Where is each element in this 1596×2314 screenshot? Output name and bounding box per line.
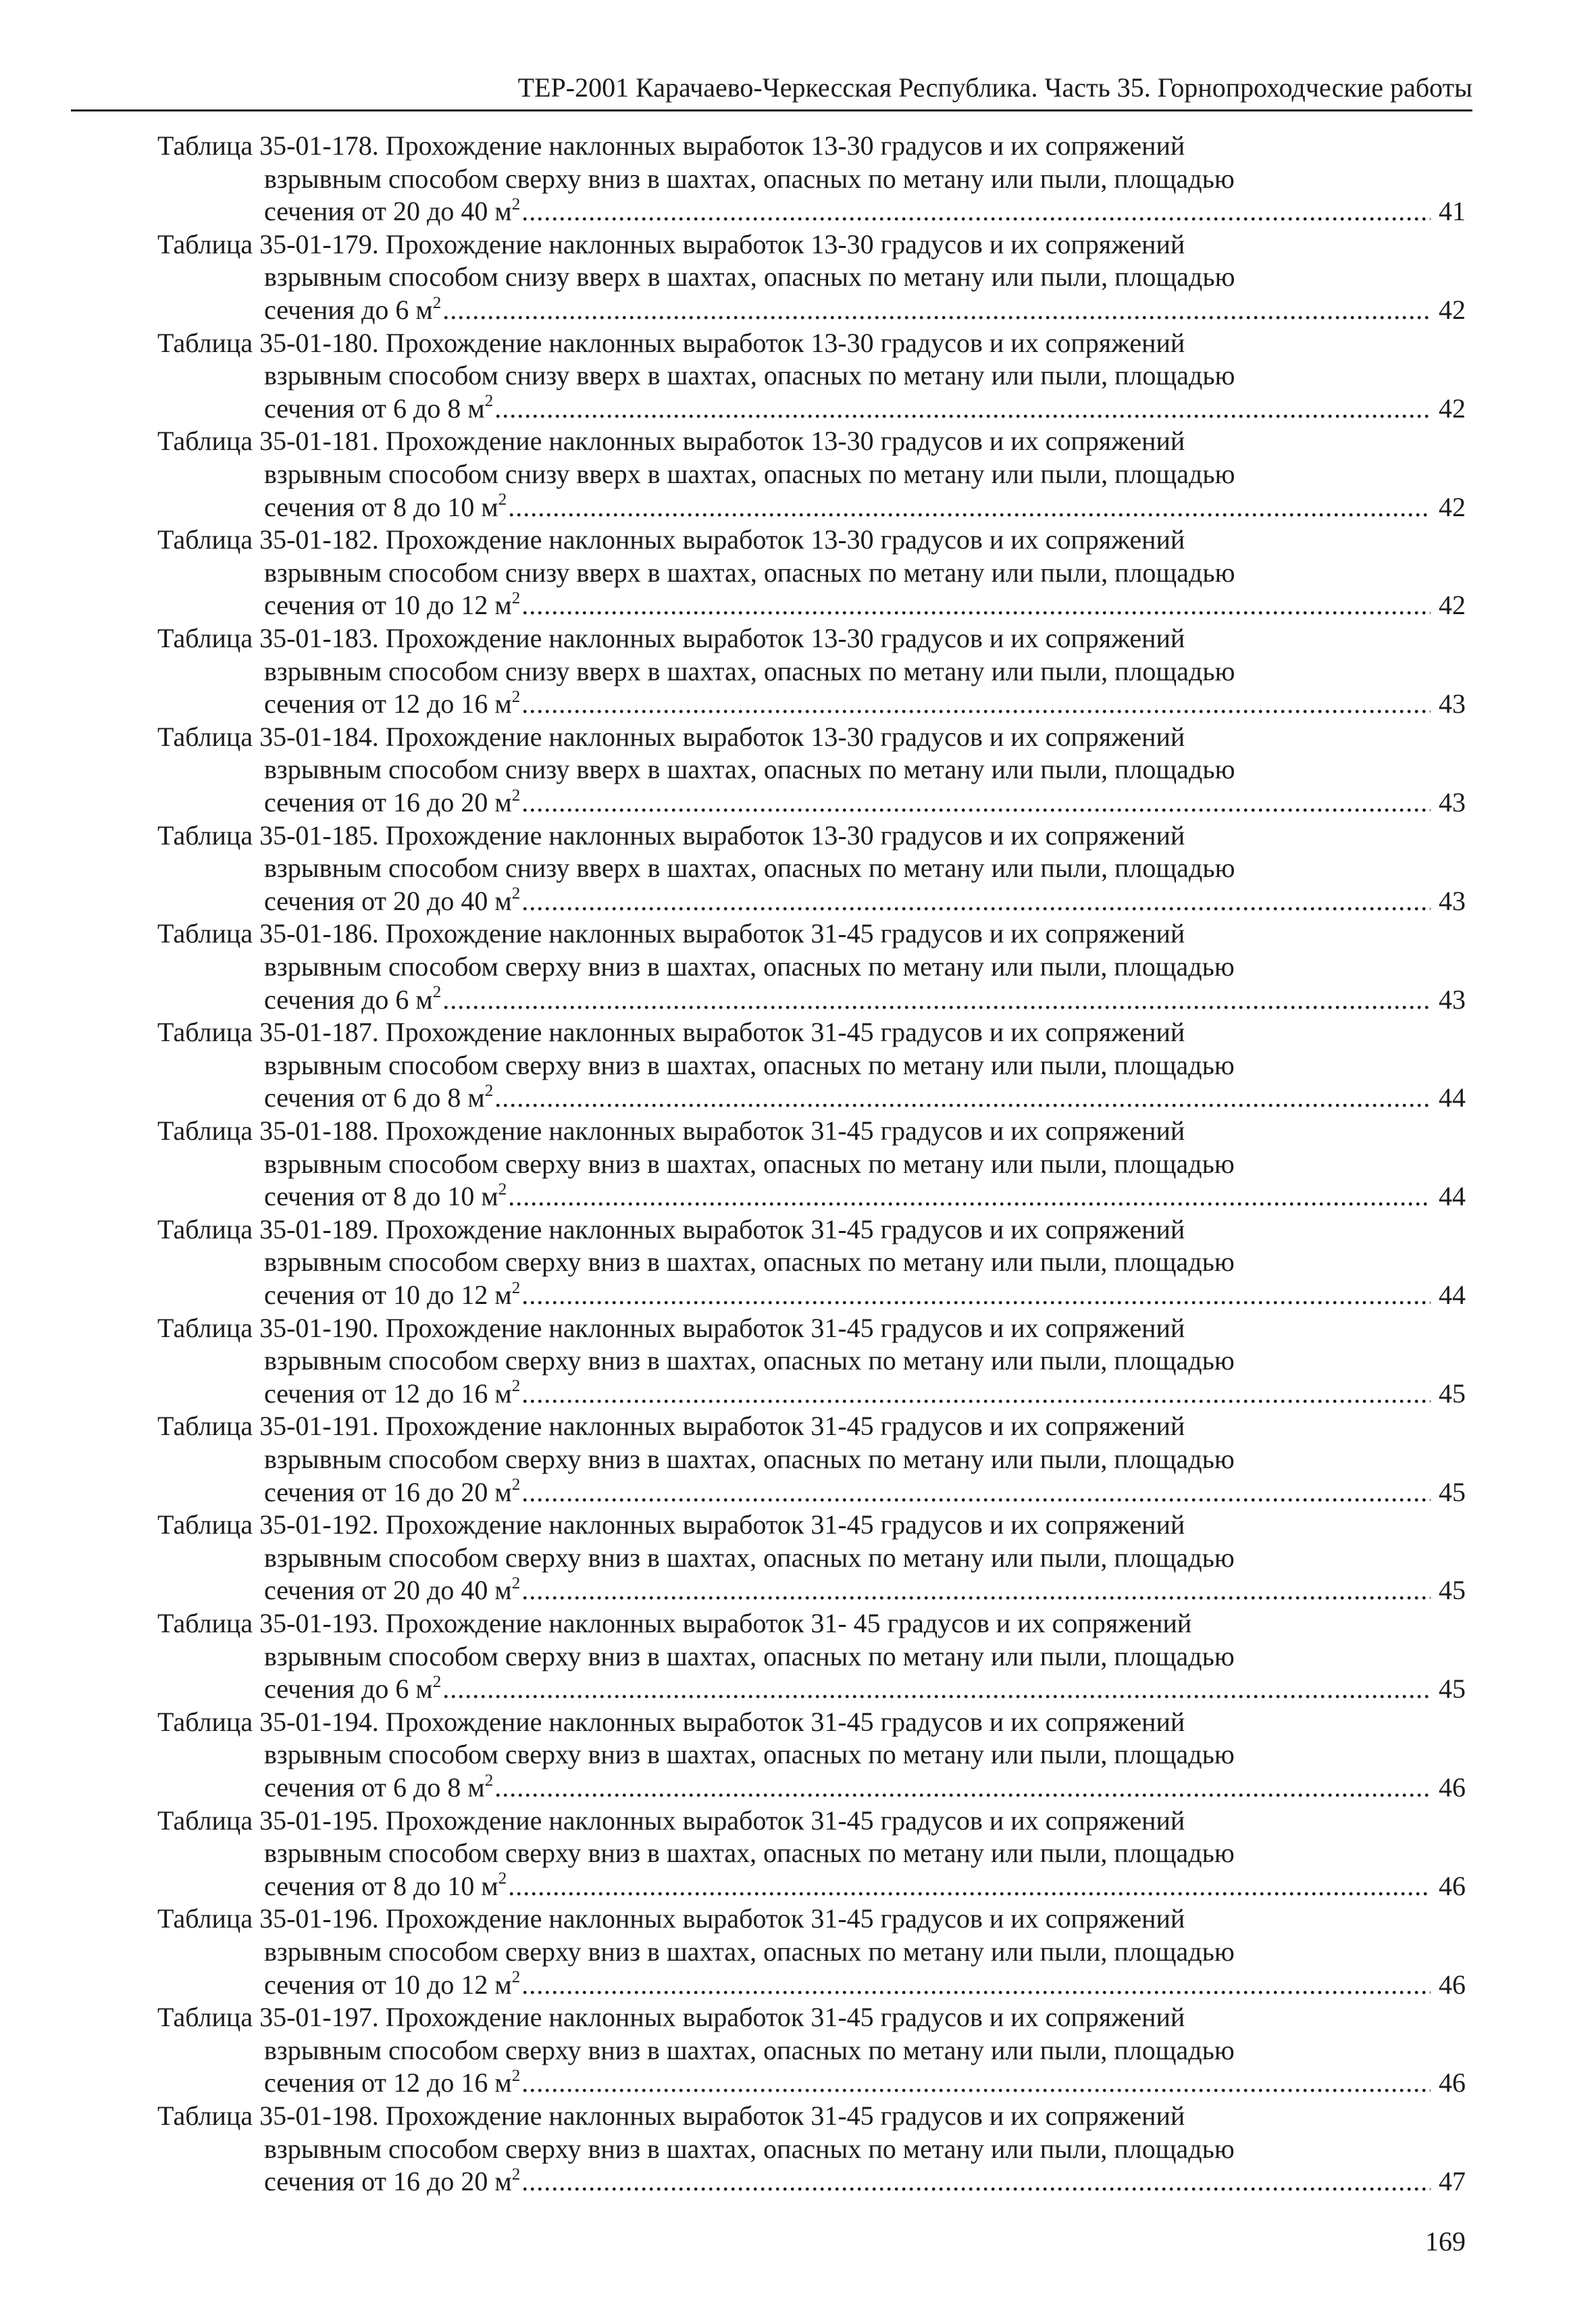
toc-entry-section-size	[264, 1476, 520, 1509]
superscript-squared: 2	[511, 195, 521, 213]
toc-entry-title: Таблица 35-01-192. Прохождение наклонных выработок 31-45 градусов и их сопряжений	[157, 1509, 1185, 1540]
toc-entry-page: 45	[1439, 1378, 1466, 1409]
toc-entry-last-line	[264, 2067, 1466, 2100]
toc-entry[interactable]	[157, 1706, 1466, 1805]
toc-entry-description: взрывным способом сверху вниз в шахтах, опасных по метану или пыли, площадью	[264, 1247, 1235, 1278]
toc-entry-description: взрывным способом снизу вверх в шахтах, опасных по метану или пыли, площадью	[264, 754, 1235, 785]
superscript-squared: 2	[511, 2067, 521, 2085]
toc-entry-last-line	[264, 786, 1466, 820]
toc-entry-description: взрывным способом сверху вниз в шахтах, опасных по метану или пыли, площадью	[264, 1838, 1235, 1869]
toc-entry-section-size	[264, 393, 493, 426]
toc-entry-section-text: сечения от 6 до 8 м	[264, 1082, 485, 1113]
toc-entry-page: 42	[1439, 393, 1466, 424]
toc-entry-title: Таблица 35-01-195. Прохождение наклонных выработок 31-45 градусов и их сопряжений	[157, 1805, 1185, 1836]
toc-entry-section-size	[264, 1771, 493, 1805]
toc-entry-last-line	[264, 1771, 1466, 1805]
toc-entry[interactable]	[157, 820, 1466, 918]
toc-entry[interactable]	[157, 2001, 1466, 2100]
toc-entry[interactable]	[157, 1312, 1466, 1411]
superscript-squared: 2	[511, 884, 521, 903]
toc-entry-page: 45	[1439, 1575, 1466, 1606]
toc-entry-title: Таблица 35-01-178. Прохождение наклонных выработок 13-30 градусов и их сопряжений	[157, 130, 1185, 161]
toc-entry[interactable]	[157, 1903, 1466, 2001]
toc-entry-section-size	[264, 1082, 493, 1115]
dot-leader	[494, 1082, 1431, 1115]
toc-entry-description: взрывным способом сверху вниз в шахтах, опасных по метану или пыли, площадью	[264, 951, 1235, 982]
toc-entry-section-text: сечения от 12 до 16 м	[264, 1378, 512, 1409]
toc-entry-section-size	[264, 1969, 520, 2002]
toc-entry-section-size	[264, 1279, 520, 1312]
dot-leader	[521, 2165, 1431, 2198]
toc-entry-section-size	[264, 195, 520, 228]
toc-entry-section-size	[264, 1673, 441, 1706]
dot-leader	[521, 589, 1431, 622]
toc-entry-section-size	[264, 1180, 507, 1213]
toc-entry-last-line	[264, 195, 1466, 228]
toc-entry[interactable]	[157, 721, 1466, 820]
superscript-squared: 2	[511, 1278, 521, 1297]
toc-entry-section-text: сечения до 6 м	[264, 1674, 433, 1705]
toc-entry-description: взрывным способом снизу вверх в шахтах, опасных по метану или пыли, площадью	[264, 853, 1235, 884]
superscript-squared: 2	[484, 1082, 494, 1101]
toc-entry-page: 43	[1439, 885, 1466, 916]
dot-leader	[442, 294, 1431, 327]
toc-entry[interactable]	[157, 1115, 1466, 1213]
toc-entry-last-line	[264, 1673, 1466, 1706]
superscript-squared: 2	[511, 786, 521, 805]
toc-entry-title: Таблица 35-01-185. Прохождение наклонных выработок 13-30 градусов и их сопряжений	[157, 820, 1185, 851]
toc-entry-title: Таблица 35-01-197. Прохождение наклонных выработок 31-45 градусов и их сопряжений	[157, 2002, 1185, 2033]
toc-entry-section-size	[264, 885, 520, 918]
toc-entry-page: 44	[1439, 1082, 1466, 1113]
toc-entry-title: Таблица 35-01-184. Прохождение наклонных выработок 13-30 градусов и их сопряжений	[157, 721, 1185, 752]
toc-entry-title: Таблица 35-01-186. Прохождение наклонных выработок 31-45 градусов и их сопряжений	[157, 918, 1185, 949]
dot-leader	[521, 195, 1431, 228]
toc-entry-last-line	[264, 1378, 1466, 1411]
toc-entry-section-text: сечения от 10 до 12 м	[264, 1279, 512, 1310]
toc-entry-last-line	[264, 1969, 1466, 2002]
toc-entry-title: Таблица 35-01-194. Прохождение наклонных выработок 31-45 градусов и их сопряжений	[157, 1706, 1185, 1737]
toc-entry-title: Таблица 35-01-179. Прохождение наклонных выработок 13-30 градусов и их сопряжений	[157, 228, 1185, 259]
toc-entry-section-text: сечения от 6 до 8 м	[264, 393, 485, 424]
toc-entry-description: взрывным способом сверху вниз в шахтах, опасных по метану или пыли, площадью	[264, 2034, 1235, 2065]
toc-entry[interactable]	[157, 425, 1466, 524]
page-header	[71, 62, 1472, 111]
toc-entry-title: Таблица 35-01-187. Прохождение наклонных выработок 31-45 градусов и их сопряжений	[157, 1017, 1185, 1048]
toc-entry-page: 42	[1439, 294, 1466, 325]
toc-entry-description: взрывным способом снизу вверх в шахтах, опасных по метану или пыли, площадью	[264, 261, 1235, 293]
toc-entry-section-text: сечения от 20 до 40 м	[264, 885, 512, 916]
toc-entry-last-line	[264, 491, 1466, 524]
toc-entry-title: Таблица 35-01-188. Прохождение наклонных выработок 31-45 градусов и их сопряжений	[157, 1115, 1185, 1146]
toc-entry-last-line	[264, 1180, 1466, 1213]
superscript-squared: 2	[498, 1869, 507, 1888]
toc-entry-last-line	[264, 1082, 1466, 1115]
dot-leader	[521, 1574, 1431, 1607]
toc-entry-last-line	[264, 393, 1466, 426]
toc-entry-section-size	[264, 294, 441, 327]
toc-entry-page: 43	[1439, 786, 1466, 818]
toc-entry-last-line	[264, 1476, 1466, 1509]
toc-entry-section-size	[264, 491, 507, 524]
toc-entry-description: взрывным способом сверху вниз в шахтах, опасных по метану или пыли, площадью	[264, 1936, 1235, 1967]
dot-leader	[442, 984, 1431, 1017]
toc-entry-section-size	[264, 984, 441, 1017]
toc-entry-description: взрывным способом сверху вниз в шахтах, опасных по метану или пыли, площадью	[264, 1739, 1235, 1770]
superscript-squared: 2	[511, 1476, 521, 1494]
toc-entry-section-size	[264, 1378, 520, 1411]
dot-leader	[508, 1870, 1431, 1903]
toc-entry-page: 42	[1439, 491, 1466, 522]
dot-leader	[494, 393, 1431, 426]
toc-entry[interactable]	[157, 1016, 1466, 1115]
dot-leader	[521, 885, 1431, 918]
toc-entry-section-text: сечения от 20 до 40 м	[264, 1575, 512, 1606]
toc-entry-section-text: сечения от 8 до 10 м	[264, 1870, 498, 1901]
superscript-squared: 2	[498, 1180, 507, 1199]
superscript-squared: 2	[511, 1377, 521, 1396]
toc-entry-last-line	[264, 1870, 1466, 1903]
toc-entry-section-text: сечения от 16 до 20 м	[264, 2166, 512, 2197]
superscript-squared: 2	[432, 983, 442, 1002]
toc-entry-last-line	[264, 688, 1466, 721]
superscript-squared: 2	[432, 293, 442, 312]
toc-entry[interactable]	[157, 524, 1466, 622]
toc-entry-section-text: сечения до 6 м	[264, 984, 433, 1015]
dot-leader	[521, 1279, 1431, 1312]
superscript-squared: 2	[511, 589, 521, 608]
toc-entry[interactable]	[157, 1213, 1466, 1312]
superscript-squared: 2	[484, 392, 494, 411]
toc-entry-page: 42	[1439, 590, 1466, 621]
toc-entry[interactable]	[157, 1607, 1466, 1706]
toc-entry-last-line	[264, 984, 1466, 1017]
toc-entry-description: взрывным способом сверху вниз в шахтах, опасных по метану или пыли, площадью	[264, 1542, 1235, 1573]
toc-entry-page: 46	[1439, 2067, 1466, 2098]
toc-entry-section-size	[264, 1574, 520, 1607]
toc-entry-title: Таблица 35-01-182. Прохождение наклонных выработок 13-30 градусов и их сопряжений	[157, 524, 1185, 555]
superscript-squared: 2	[484, 1771, 494, 1790]
dot-leader	[521, 2067, 1431, 2100]
toc-entry[interactable]	[157, 1509, 1466, 1607]
toc-entry-title: Таблица 35-01-196. Прохождение наклонных выработок 31-45 градусов и их сопряжений	[157, 1903, 1185, 1934]
dot-leader	[521, 1969, 1431, 2002]
toc-entry-description: взрывным способом снизу вверх в шахтах, опасных по метану или пыли, площадью	[264, 360, 1235, 391]
toc-entry-page: 41	[1439, 196, 1466, 227]
toc-entry[interactable]	[157, 2100, 1466, 2198]
toc-entry-description: взрывным способом сверху вниз в шахтах, опасных по метану или пыли, площадью	[264, 1345, 1235, 1376]
toc-entry-description: взрывным способом снизу вверх в шахтах, опасных по метану или пыли, площадью	[264, 458, 1235, 489]
toc-entry-section-size	[264, 589, 520, 622]
toc-entry-last-line	[264, 1574, 1466, 1607]
toc-entry-page: 46	[1439, 1969, 1466, 2000]
toc-entry-description: взрывным способом сверху вниз в шахтах, опасных по метану или пыли, площадью	[264, 1049, 1235, 1080]
toc-entry-description: взрывным способом сверху вниз в шахтах, опасных по метану или пыли, площадью	[264, 2133, 1235, 2164]
toc-entry-title: Таблица 35-01-181. Прохождение наклонных выработок 13-30 градусов и их сопряжений	[157, 426, 1185, 457]
toc-entry-title: Таблица 35-01-198. Прохождение наклонных выработок 31-45 градусов и их сопряжений	[157, 2100, 1185, 2131]
toc-entry[interactable]	[157, 1410, 1466, 1509]
document-title: ТЕР-2001 Карачаево-Черкесская Республика. Часть 35. Горнопроходческие работы	[517, 72, 1472, 103]
toc-entry-section-text: сечения от 16 до 20 м	[264, 786, 512, 818]
toc-entry-section-text: сечения от 10 до 12 м	[264, 1969, 512, 2000]
superscript-squared: 2	[511, 1574, 521, 1593]
toc-entry-description: взрывным способом снизу вверх в шахтах, опасных по метану или пыли, площадью	[264, 655, 1235, 686]
dot-leader	[521, 1476, 1431, 1509]
toc-entry-last-line	[264, 1279, 1466, 1312]
dot-leader	[508, 491, 1431, 524]
toc-entry-description: взрывным способом сверху вниз в шахтах, опасных по метану или пыли, площадью	[264, 1640, 1235, 1671]
toc-entry-description: взрывным способом сверху вниз в шахтах, опасных по метану или пыли, площадью	[264, 163, 1235, 194]
dot-leader	[521, 1378, 1431, 1411]
toc-entry-section-size	[264, 1870, 507, 1903]
toc-entry-page: 46	[1439, 1870, 1466, 1901]
toc-entry-section-text: сечения от 10 до 12 м	[264, 590, 512, 621]
toc-entry-page: 43	[1439, 984, 1466, 1015]
toc-entry[interactable]	[157, 622, 1466, 721]
superscript-squared: 2	[432, 1672, 442, 1691]
toc-entry-section-text: сечения от 20 до 40 м	[264, 196, 512, 227]
toc-entry-description: взрывным способом снизу вверх в шахтах, опасных по метану или пыли, площадью	[264, 557, 1235, 588]
toc-entry-title: Таблица 35-01-183. Прохождение наклонных выработок 13-30 градусов и их сопряжений	[157, 622, 1185, 653]
toc-entry-section-text: сечения от 12 до 16 м	[264, 688, 512, 720]
toc-entry-title: Таблица 35-01-190. Прохождение наклонных выработок 31-45 градусов и их сопряжений	[157, 1312, 1185, 1343]
table-of-contents	[157, 130, 1466, 2198]
dot-leader	[508, 1180, 1431, 1213]
toc-entry-title: Таблица 35-01-189. Прохождение наклонных выработок 31-45 градусов и их сопряжений	[157, 1213, 1185, 1244]
toc-entry-section-size	[264, 2165, 520, 2198]
superscript-squared: 2	[498, 491, 507, 509]
toc-entry-section-text: сечения от 8 до 10 м	[264, 491, 498, 522]
toc-entry-last-line	[264, 589, 1466, 622]
toc-entry-page: 44	[1439, 1181, 1466, 1212]
toc-entry-last-line	[264, 2165, 1466, 2198]
toc-entry-section-size	[264, 786, 520, 820]
toc-entry-page: 45	[1439, 1476, 1466, 1507]
toc-entry-section-text: сечения от 6 до 8 м	[264, 1771, 485, 1803]
toc-entry[interactable]	[157, 228, 1466, 327]
toc-entry-title: Таблица 35-01-191. Прохождение наклонных выработок 31-45 градусов и их сопряжений	[157, 1411, 1185, 1442]
toc-entry[interactable]	[157, 1805, 1466, 1903]
superscript-squared: 2	[511, 2165, 521, 2184]
page-number: 169	[1425, 2226, 1466, 2257]
dot-leader	[521, 688, 1431, 721]
toc-entry-section-size	[264, 688, 520, 721]
dot-leader	[494, 1771, 1431, 1805]
toc-entry[interactable]	[157, 327, 1466, 426]
dot-leader	[442, 1673, 1431, 1706]
toc-entry-description: взрывным способом сверху вниз в шахтах, опасных по метану или пыли, площадью	[264, 1443, 1235, 1474]
toc-entry-last-line	[264, 885, 1466, 918]
toc-entry-title: Таблица 35-01-180. Прохождение наклонных выработок 13-30 градусов и их сопряжений	[157, 327, 1185, 358]
dot-leader	[521, 786, 1431, 820]
toc-entry-page: 43	[1439, 688, 1466, 720]
toc-entry-page: 45	[1439, 1674, 1466, 1705]
toc-entry-last-line	[264, 294, 1466, 327]
toc-entry-section-size	[264, 2067, 520, 2100]
toc-entry-description: взрывным способом сверху вниз в шахтах, опасных по метану или пыли, площадью	[264, 1148, 1235, 1179]
superscript-squared: 2	[511, 1968, 521, 1987]
toc-entry[interactable]	[157, 917, 1466, 1016]
toc-entry-section-text: сечения от 16 до 20 м	[264, 1476, 512, 1507]
toc-entry-title: Таблица 35-01-193. Прохождение наклонных выработок 31- 45 градусов и их сопряжений	[157, 1607, 1192, 1638]
toc-entry-section-text: сечения от 8 до 10 м	[264, 1181, 498, 1212]
toc-entry-section-text: сечения до 6 м	[264, 294, 433, 325]
superscript-squared: 2	[511, 687, 521, 706]
toc-entry-page: 47	[1439, 2166, 1466, 2197]
toc-entry[interactable]	[157, 130, 1466, 228]
toc-entry-page: 44	[1439, 1279, 1466, 1310]
toc-entry-section-text: сечения от 12 до 16 м	[264, 2067, 512, 2098]
toc-entry-page: 46	[1439, 1771, 1466, 1803]
